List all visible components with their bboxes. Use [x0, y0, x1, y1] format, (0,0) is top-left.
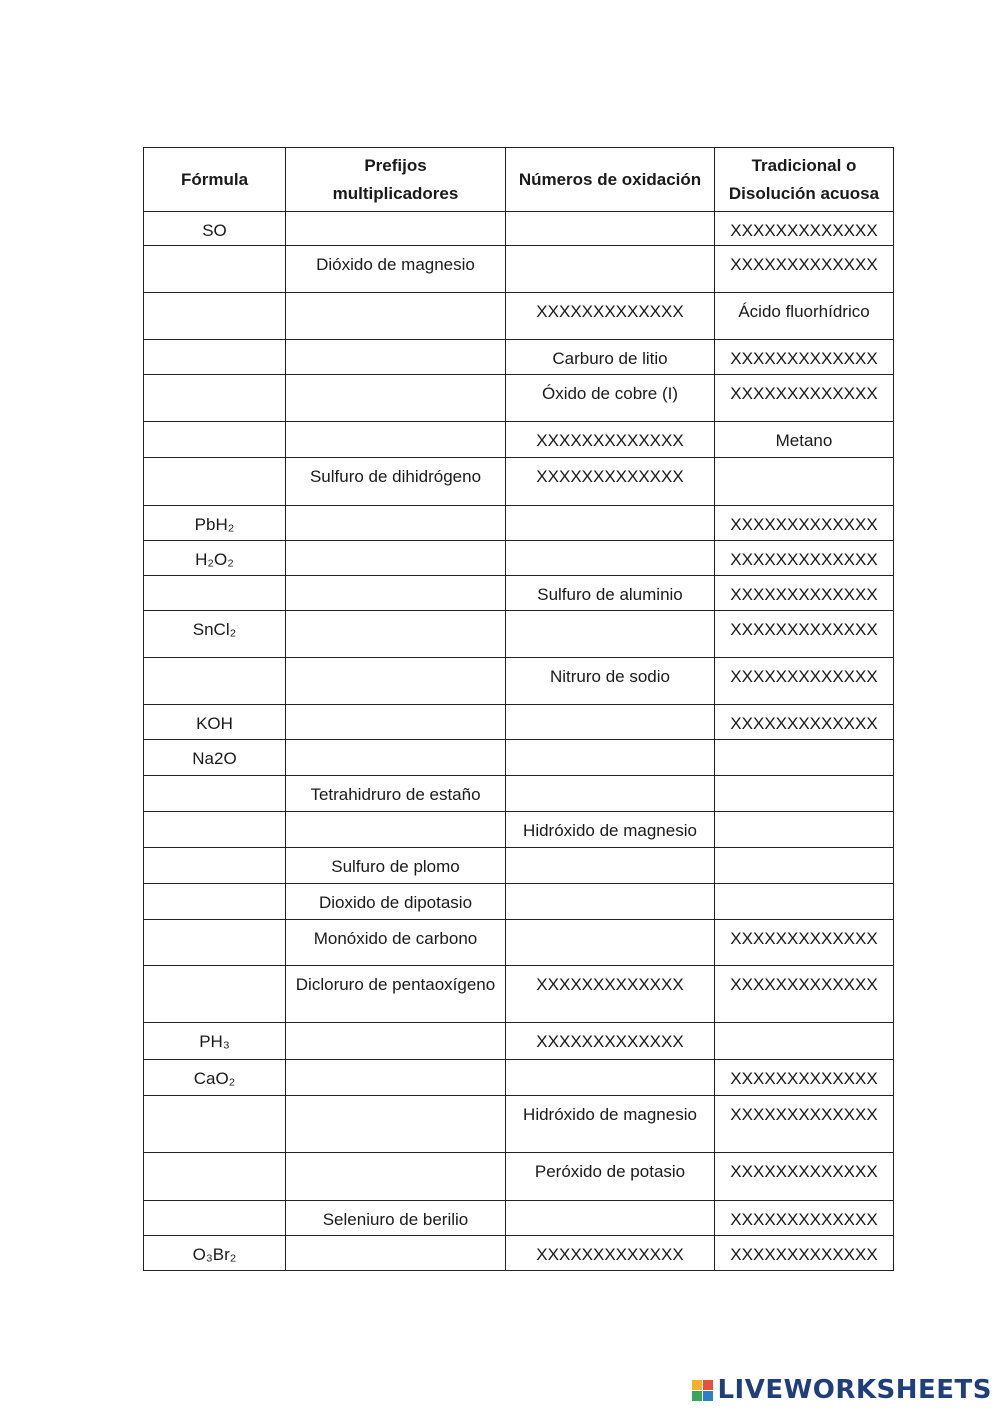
cell-prefijos[interactable] — [286, 1096, 506, 1153]
cell-tradicional[interactable] — [715, 776, 894, 812]
cell-formula[interactable] — [144, 658, 286, 705]
cell-prefijos[interactable]: Dióxido de magnesio — [286, 246, 506, 293]
cell-formula[interactable] — [144, 884, 286, 920]
cell-numeros[interactable]: XXXXXXXXXXXXX — [506, 966, 715, 1023]
cell-prefijos[interactable] — [286, 340, 506, 375]
cell-formula[interactable] — [144, 1201, 286, 1236]
header-numeros-oxidacion: Números de oxidación — [506, 148, 715, 212]
cell-prefijos[interactable] — [286, 611, 506, 658]
cell-formula[interactable] — [144, 812, 286, 848]
cell-numeros[interactable]: Hidróxido de magnesio — [506, 1096, 715, 1153]
cell-tradicional[interactable]: XXXXXXXXXXXXX — [715, 541, 894, 576]
logo-wordmark: LIVEWORKSHEETS — [717, 1375, 992, 1405]
cell-tradicional[interactable] — [715, 848, 894, 884]
table-row — [144, 293, 894, 340]
table-row — [144, 848, 894, 884]
cell-formula[interactable] — [144, 340, 286, 375]
table-row — [144, 212, 894, 246]
cell-prefijos[interactable] — [286, 375, 506, 422]
table-row — [144, 246, 894, 293]
cell-prefijos[interactable] — [286, 1023, 506, 1060]
table-row — [144, 1023, 894, 1060]
cell-tradicional[interactable]: XXXXXXXXXXXXX — [715, 1060, 894, 1096]
table-row — [144, 776, 894, 812]
cell-numeros[interactable]: XXXXXXXXXXXXX — [506, 1236, 715, 1271]
cell-formula[interactable]: Na2O — [144, 740, 286, 776]
cell-formula[interactable]: O₃Br₂ — [144, 1236, 286, 1271]
cell-tradicional[interactable]: XXXXXXXXXXXXX — [715, 212, 894, 246]
table-row — [144, 884, 894, 920]
cell-prefijos[interactable]: Tetrahidruro de estaño — [286, 776, 506, 812]
cell-numeros[interactable]: Sulfuro de aluminio — [506, 576, 715, 611]
table-row — [144, 966, 894, 1023]
table-row — [144, 1201, 894, 1236]
cell-numeros[interactable] — [506, 705, 715, 740]
table-row — [144, 920, 894, 966]
cell-tradicional[interactable]: Metano — [715, 422, 894, 458]
cell-numeros[interactable] — [506, 506, 715, 541]
cell-formula[interactable]: PbH₂ — [144, 506, 286, 541]
table-row — [144, 1236, 894, 1271]
cell-numeros[interactable]: XXXXXXXXXXXXX — [506, 458, 715, 506]
liveworksheets-logo — [692, 1375, 992, 1405]
cell-formula[interactable] — [144, 422, 286, 458]
cell-prefijos[interactable] — [286, 658, 506, 705]
cell-tradicional[interactable]: XXXXXXXXXXXXX — [715, 576, 894, 611]
table-row — [144, 1153, 894, 1201]
cell-numeros[interactable] — [506, 740, 715, 776]
cell-formula[interactable]: SO — [144, 212, 286, 246]
table-row — [144, 705, 894, 740]
cell-numeros[interactable]: Nitruro de sodio — [506, 658, 715, 705]
table-row — [144, 740, 894, 776]
table-row — [144, 576, 894, 611]
cell-numeros[interactable] — [506, 541, 715, 576]
cell-prefijos[interactable] — [286, 740, 506, 776]
cell-numeros[interactable]: XXXXXXXXXXXXX — [506, 422, 715, 458]
cell-formula[interactable]: CaO₂ — [144, 1060, 286, 1096]
cell-tradicional[interactable]: XXXXXXXXXXXXX — [715, 920, 894, 966]
cell-prefijos[interactable] — [286, 1060, 506, 1096]
cell-tradicional[interactable]: XXXXXXXXXXXXX — [715, 1153, 894, 1201]
cell-prefijos[interactable]: Monóxido de carbono — [286, 920, 506, 966]
cell-formula[interactable] — [144, 1153, 286, 1201]
cell-formula[interactable] — [144, 293, 286, 340]
cell-prefijos[interactable] — [286, 212, 506, 246]
cell-prefijos[interactable]: Sulfuro de dihidrógeno — [286, 458, 506, 506]
table-row — [144, 1096, 894, 1153]
cell-tradicional[interactable]: XXXXXXXXXXXXX — [715, 246, 894, 293]
header-row — [144, 148, 894, 212]
cell-formula[interactable]: PH₃ — [144, 1023, 286, 1060]
cell-prefijos[interactable] — [286, 422, 506, 458]
cell-prefijos[interactable]: Dioxido de dipotasio — [286, 884, 506, 920]
table-row — [144, 812, 894, 848]
cell-formula[interactable] — [144, 458, 286, 506]
cell-numeros[interactable]: Hidróxido de magnesio — [506, 812, 715, 848]
cell-tradicional[interactable]: XXXXXXXXXXXXX — [715, 1096, 894, 1153]
table-row — [144, 422, 894, 458]
cell-formula[interactable] — [144, 375, 286, 422]
cell-formula[interactable]: H₂O₂ — [144, 541, 286, 576]
cell-formula[interactable] — [144, 776, 286, 812]
cell-numeros[interactable] — [506, 1201, 715, 1236]
table-row — [144, 1060, 894, 1096]
cell-tradicional[interactable]: XXXXXXXXXXXXX — [715, 1201, 894, 1236]
table-row — [144, 506, 894, 541]
header-prefijos: Prefijos multiplicadores — [286, 148, 506, 212]
cell-numeros[interactable]: XXXXXXXXXXXXX — [506, 293, 715, 340]
cell-tradicional[interactable] — [715, 812, 894, 848]
cell-tradicional[interactable] — [715, 1023, 894, 1060]
cell-prefijos[interactable] — [286, 812, 506, 848]
cell-tradicional[interactable]: XXXXXXXXXXXXX — [715, 658, 894, 705]
cell-numeros[interactable] — [506, 884, 715, 920]
cell-prefijos[interactable]: Dicloruro de pentaoxígeno — [286, 966, 506, 1023]
table-row — [144, 611, 894, 658]
cell-numeros[interactable]: Óxido de cobre (I) — [506, 375, 715, 422]
cell-prefijos[interactable] — [286, 1153, 506, 1201]
cell-tradicional[interactable]: XXXXXXXXXXXXX — [715, 705, 894, 740]
cell-tradicional[interactable]: XXXXXXXXXXXXX — [715, 340, 894, 375]
table-row — [144, 458, 894, 506]
cell-prefijos[interactable] — [286, 541, 506, 576]
cell-numeros[interactable] — [506, 1060, 715, 1096]
cell-prefijos[interactable] — [286, 293, 506, 340]
cell-prefijos[interactable]: Sulfuro de plomo — [286, 848, 506, 884]
header-tradicional: Tradicional o Disolución acuosa — [715, 148, 894, 212]
cell-formula[interactable]: KOH — [144, 705, 286, 740]
cell-tradicional[interactable]: XXXXXXXXXXXXX — [715, 506, 894, 541]
cell-tradicional[interactable] — [715, 458, 894, 506]
cell-numeros[interactable] — [506, 212, 715, 246]
cell-prefijos[interactable] — [286, 705, 506, 740]
cell-numeros[interactable]: Carburo de litio — [506, 340, 715, 375]
table-row — [144, 541, 894, 576]
cell-numeros[interactable]: XXXXXXXXXXXXX — [506, 1023, 715, 1060]
cell-prefijos[interactable]: Seleniuro de berilio — [286, 1201, 506, 1236]
cell-tradicional[interactable]: XXXXXXXXXXXXX — [715, 375, 894, 422]
cell-numeros[interactable] — [506, 611, 715, 658]
table-row — [144, 375, 894, 422]
cell-formula[interactable] — [144, 848, 286, 884]
logo-mark-icon — [692, 1380, 713, 1401]
table-row — [144, 658, 894, 705]
cell-formula[interactable] — [144, 1096, 286, 1153]
cell-tradicional[interactable] — [715, 740, 894, 776]
worksheet-table — [143, 147, 894, 1271]
cell-numeros[interactable]: Peróxido de potasio — [506, 1153, 715, 1201]
cell-prefijos[interactable] — [286, 576, 506, 611]
cell-numeros[interactable] — [506, 920, 715, 966]
cell-numeros[interactable] — [506, 246, 715, 293]
cell-formula[interactable] — [144, 920, 286, 966]
header-formula: Fórmula — [144, 148, 286, 212]
cell-numeros[interactable] — [506, 776, 715, 812]
cell-formula[interactable]: SnCl₂ — [144, 611, 286, 658]
cell-formula[interactable] — [144, 966, 286, 1023]
cell-tradicional[interactable] — [715, 884, 894, 920]
cell-tradicional[interactable]: XXXXXXXXXXXXX — [715, 1236, 894, 1271]
cell-prefijos[interactable] — [286, 506, 506, 541]
cell-tradicional[interactable]: XXXXXXXXXXXXX — [715, 966, 894, 1023]
table-row — [144, 340, 894, 375]
cell-formula[interactable] — [144, 246, 286, 293]
cell-tradicional[interactable]: XXXXXXXXXXXXX — [715, 611, 894, 658]
cell-prefijos[interactable] — [286, 1236, 506, 1271]
cell-numeros[interactable] — [506, 848, 715, 884]
cell-formula[interactable] — [144, 576, 286, 611]
cell-tradicional[interactable]: Ácido fluorhídrico — [715, 293, 894, 340]
